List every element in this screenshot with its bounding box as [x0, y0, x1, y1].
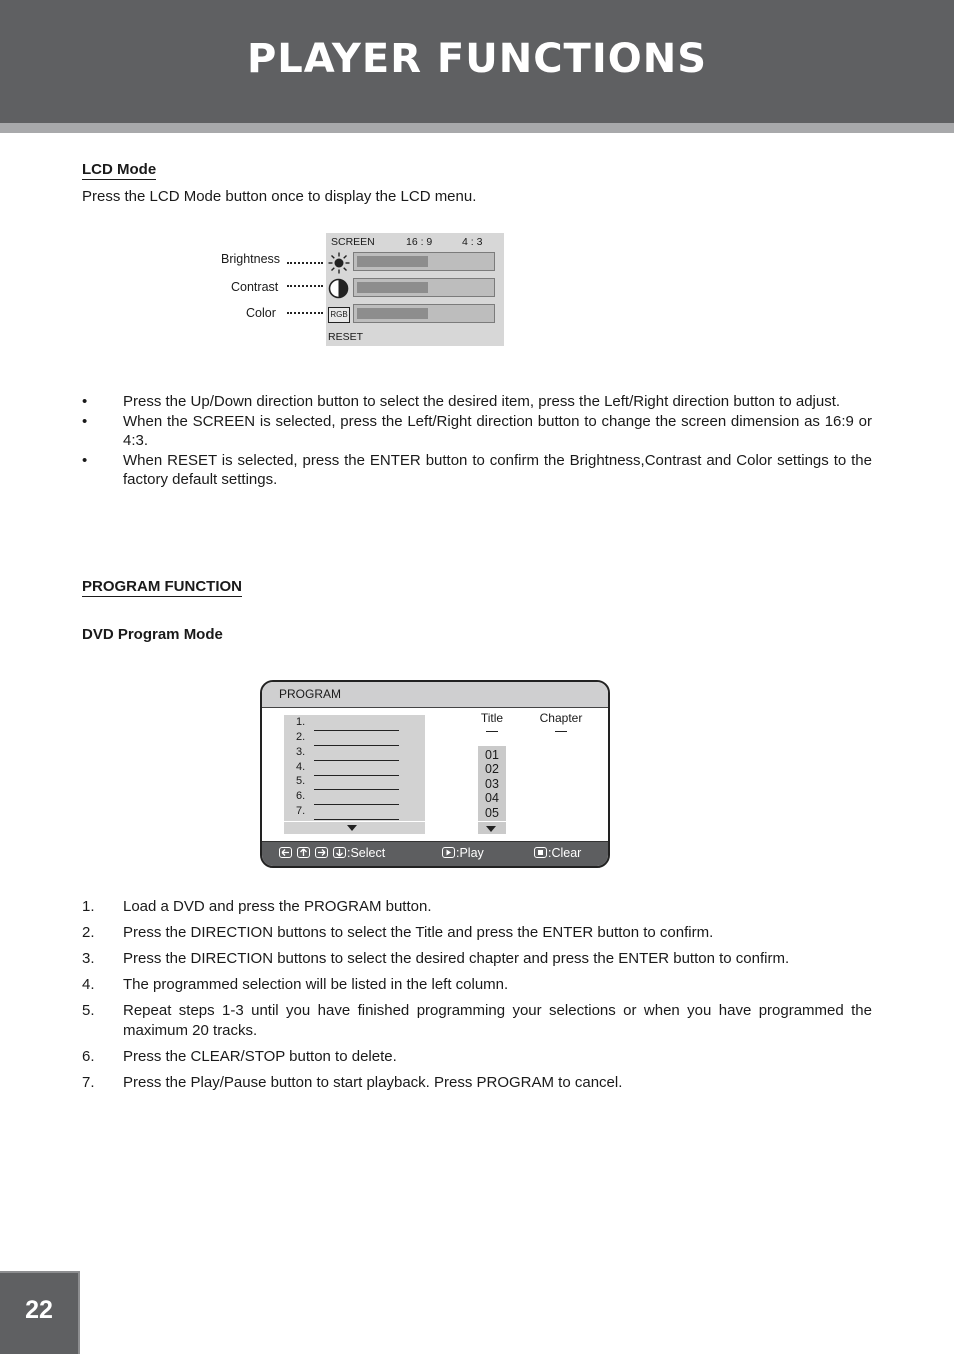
select-hint [279, 846, 385, 860]
step-text: Press the DIRECTION buttons to select the desired chapter and press the ENTER button to confirm. [123, 950, 790, 967]
slot-number: 5. [296, 775, 306, 787]
play-icon [442, 847, 455, 858]
list-item [82, 923, 872, 943]
step-text: Repeat steps 1-3 until you have finished programming your selections or when you have programmed the maximum 20 tracks. [123, 1002, 872, 1039]
screen-label: SCREEN [331, 236, 375, 248]
stop-icon [534, 847, 547, 858]
play-hint-label: :Play [456, 846, 484, 860]
down-arrow-icon [333, 847, 346, 858]
slot-number: 7. [296, 805, 306, 817]
program-slot[interactable] [284, 775, 425, 790]
program-slot[interactable] [284, 716, 425, 731]
lcd-mode-heading: LCD Mode [82, 161, 157, 178]
bullet-marker: • [82, 451, 88, 469]
color-slider[interactable] [353, 304, 495, 323]
title-column-label: Title [480, 711, 504, 725]
select-hint-label: :Select [347, 846, 386, 860]
slot-number: 4. [296, 761, 306, 773]
slot-number: 1. [296, 716, 306, 728]
contrast-label: Contrast [231, 280, 279, 294]
list-item [82, 1073, 872, 1093]
lcd-instructions [82, 392, 872, 490]
bullet-marker: • [82, 393, 88, 410]
program-slot[interactable] [284, 761, 425, 776]
program-slot-list [284, 715, 425, 834]
title-scroll-down-icon[interactable] [486, 826, 496, 832]
step-text: Press the Play/Pause button to start playback. Press PROGRAM to cancel. [123, 1073, 623, 1091]
title-dash [486, 731, 498, 732]
header-divider [0, 123, 954, 133]
contrast-icon [328, 278, 349, 302]
rgb-icon: RGB [328, 307, 350, 323]
list-item [82, 1001, 872, 1040]
title-option[interactable]: 03 [485, 777, 499, 791]
slot-number: 2. [296, 731, 306, 743]
title-number-list[interactable] [478, 746, 506, 834]
brightness-leader [287, 262, 323, 264]
clear-hint-label: :Clear [548, 846, 582, 860]
contrast-leader [287, 285, 323, 287]
title-option[interactable]: 05 [485, 806, 499, 820]
lcd-mode-intro: Press the LCD Mode button once to display the LCD menu. [82, 188, 477, 205]
bullet-text: When the SCREEN is selected, press the Left/Right direction button to change the screen dimension as 16:9 or 4:3. [123, 412, 872, 449]
title-option[interactable]: 02 [485, 762, 499, 776]
step-number: 1. [82, 898, 95, 915]
slot-number: 3. [296, 746, 306, 758]
program-screen-header [262, 682, 608, 708]
page-title: PLAYER FUNCTIONS [246, 36, 708, 82]
list-item [82, 897, 872, 917]
step-text: The programmed selection will be listed in the left column. [123, 976, 509, 993]
contrast-slider[interactable] [353, 278, 495, 297]
step-number: 2. [82, 924, 95, 941]
program-slot[interactable] [284, 731, 425, 746]
page-header [0, 0, 954, 123]
ratio-4-3: 4 : 3 [462, 236, 483, 248]
step-text: Press the CLEAR/STOP button to delete. [123, 1047, 397, 1065]
right-arrow-icon [315, 847, 328, 858]
step-number: 4. [82, 976, 95, 993]
bullet-text: When RESET is selected, press the ENTER button to confirm the Brightness,Contrast and Color settings to the factory default settings. [123, 451, 872, 488]
title-option[interactable]: 04 [485, 791, 499, 805]
play-hint [442, 846, 484, 860]
program-steps [82, 897, 872, 1092]
ratio-16-9: 16 : 9 [406, 236, 433, 248]
program-screen-footer [262, 841, 608, 866]
list-item [82, 975, 872, 995]
program-slot[interactable] [284, 746, 425, 761]
page-number: 22 [25, 1296, 53, 1324]
program-screen [260, 680, 610, 868]
step-number: 7. [82, 1073, 95, 1091]
step-number: 3. [82, 950, 95, 967]
program-slot[interactable] [284, 790, 425, 805]
bullet-marker: • [82, 412, 88, 430]
list-item [82, 1047, 872, 1067]
brightness-slider[interactable] [353, 252, 495, 271]
list-item [82, 949, 872, 969]
step-text: Press the DIRECTION buttons to select the Title and press the ENTER button to confirm. [123, 924, 714, 941]
step-number: 6. [82, 1047, 95, 1065]
up-arrow-icon [297, 847, 310, 858]
list-item [82, 412, 872, 451]
clear-hint [534, 846, 581, 860]
slot-number: 6. [296, 790, 306, 802]
left-arrow-icon [279, 847, 292, 858]
chapter-dash [555, 731, 567, 732]
chapter-column-label: Chapter [539, 711, 583, 725]
step-text: Load a DVD and press the PROGRAM button. [123, 898, 432, 915]
title-option[interactable]: 01 [485, 748, 499, 762]
color-label: Color [246, 306, 276, 320]
sun-icon [328, 252, 350, 277]
dvd-program-mode-heading: DVD Program Mode [82, 626, 223, 643]
page-number-box [0, 1271, 80, 1354]
scroll-down-arrow-icon[interactable] [347, 825, 357, 831]
bullet-text: Press the Up/Down direction button to select the desired item, press the Left/Right direction button to adjust. [123, 393, 841, 410]
reset-label[interactable]: RESET [328, 331, 364, 343]
brightness-label: Brightness [221, 252, 281, 266]
list-item [82, 392, 872, 412]
color-leader [287, 312, 323, 314]
program-function-heading: PROGRAM FUNCTION [82, 578, 242, 595]
lcd-menu-screen [326, 233, 504, 346]
program-slot[interactable] [284, 805, 425, 820]
step-number: 5. [82, 1002, 95, 1019]
program-screen-title: PROGRAM [279, 687, 342, 701]
list-item [82, 451, 872, 490]
